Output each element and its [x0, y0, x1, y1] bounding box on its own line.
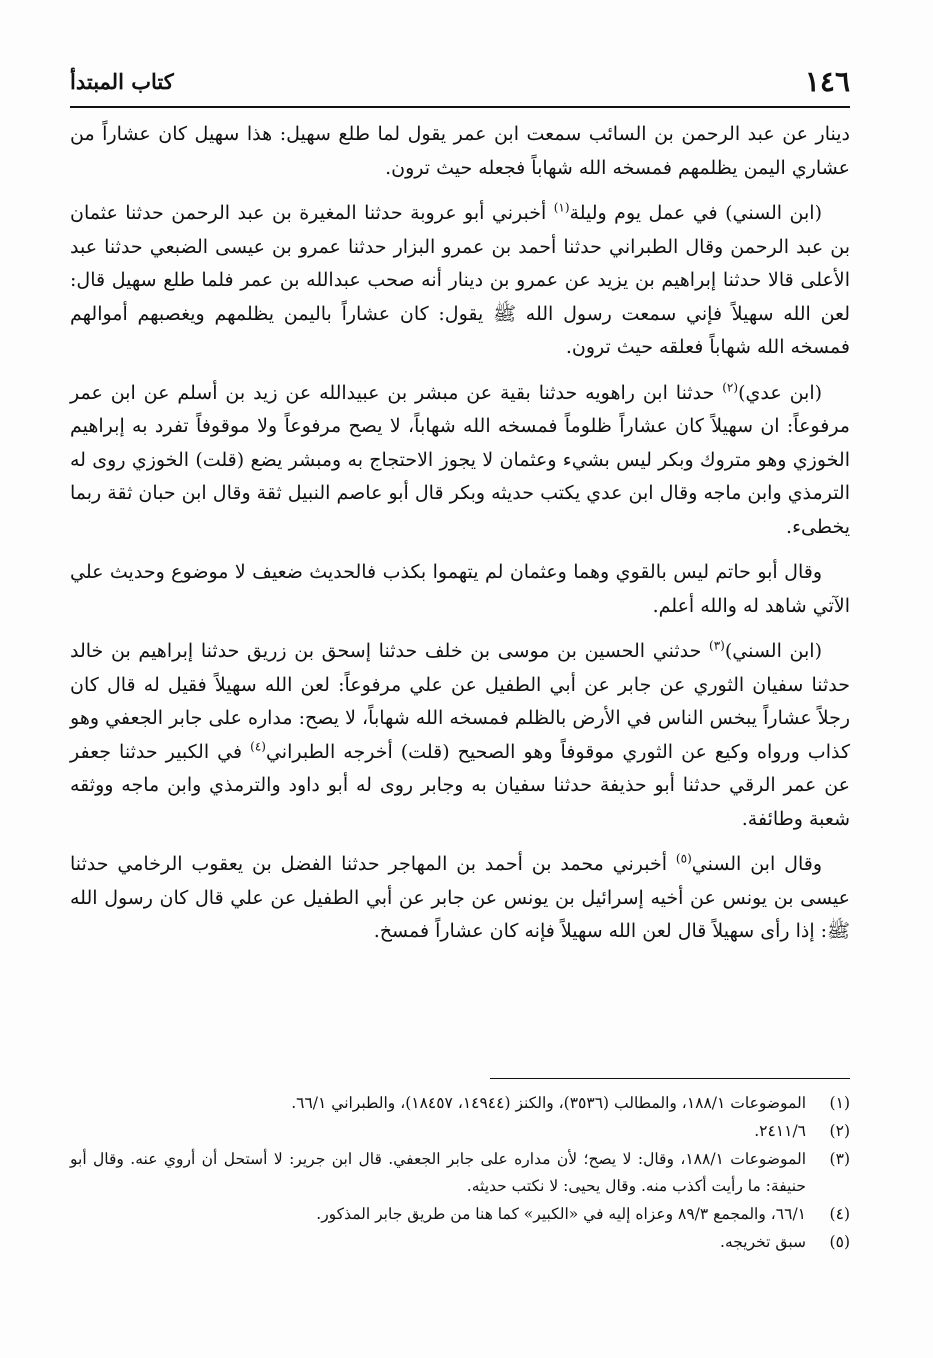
footnote-reference: (٢) [722, 380, 739, 395]
main-text [70, 118, 850, 961]
footnote-text: سبق تخريجه. [720, 1233, 806, 1251]
running-title: كتاب المبتدأ [70, 69, 174, 94]
footnote-text: الموضوعات ١٨٨/١، وقال: لا يصح؛ لأن مداره على جابر الجعفي. قال ابن جرير: لا أستحل أن أروي عنه. وقال أبو حنيفة: ما رأيت أكذب منه. وقال يحيى: لا نكتب حديثه. [70, 1150, 806, 1195]
paragraph-text: أخبرني محمد بن أحمد بن المهاجر حدثنا الفضل بن يعقوب الرخامي حدثنا عيسى بن يونس عن أخيه إسرائيل بن يونس عن جابر عن أبي الطفيل عن علي قال كان رسول الله ﷺ: إذا رأى سهيلاً قال لعن الله سهيلاً فإنه كان عشاراً فمسخ. [70, 853, 850, 942]
paragraph-text: دينار عن عبد الرحمن بن السائب سمعت ابن عمر يقول لما طلع سهيل: هذا سهيل كان عشاراً من عشاري اليمن يظلمهم فمسخه الله شهاباً فجعله حيث ترون. [70, 123, 850, 179]
footnote-number: (٢) [829, 1122, 850, 1140]
paragraph-text: أخبرني أبو عروبة حدثنا المغيرة بن عبد الرحمن حدثنا عثمان بن عبد الرحمن وقال الطبراني حدثنا أحمد بن عمرو البزار حدثنا عمرو بن عيسى الضبعي حدثنا عبد الأعلى قالا حدثنا إبراهيم بن يزيد عن عمرو بن دينار أنه صحب عبدالله بن عمر فلما طلع سهيل قال: لعن الله سهيلاً فإني سمعت رسول الله ﷺ يقول: كان عشاراً باليمن يظلمهم ويغصبهم أموالهم فمسخه الله شهاباً فعلقه حيث ترون. [70, 202, 850, 358]
paragraph-text: في الكبير حدثنا جعفر عن عمر الرقي حدثنا أبو حذيفة حدثنا سفيان به وجابر روى له أبو داود والترمذي وابن ماجه ووثقه شعبة وطائفة. [70, 740, 850, 830]
footnote [70, 1201, 850, 1228]
footnote-reference: (٤) [250, 739, 266, 754]
footnote-reference: (١) [553, 200, 570, 215]
paragraph-lead: (ابن السني) في عمل يوم وليلة [569, 202, 822, 224]
paragraph [70, 635, 850, 836]
paragraph [70, 556, 850, 623]
paragraph [70, 197, 850, 365]
footnote-text: ٦٦/١، والمجمع ٨٩/٣ وعزاه إليه في «الكبير» كما هنا من طريق جابر المذكور. [316, 1205, 806, 1223]
footnote-number: (١) [829, 1094, 850, 1112]
paragraph-lead: (ابن السني) [724, 640, 822, 662]
header-divider [70, 106, 850, 108]
footnote-number: (٥) [829, 1233, 850, 1251]
page-number: ١٤٦ [804, 65, 850, 98]
footnotes [70, 1090, 850, 1257]
paragraph [70, 848, 850, 949]
paragraph-lead: (ابن عدي) [738, 381, 823, 404]
paragraph-text: وقال أبو حاتم ليس بالقوي وهما وعثمان لم يتهموا بكذب فالحديث ضعيف لا موضوع وحديث علي الآتي شاهد له والله أعلم. [70, 561, 850, 617]
footnote [70, 1090, 850, 1117]
footnote-text: ٢٤١١/٦. [754, 1122, 806, 1140]
footnote-reference: (٥) [675, 851, 692, 866]
paragraph [70, 118, 850, 185]
paragraph-text: حدثنا ابن راهويه حدثنا بقية عن مبشر بن عبيدالله عن زيد بن أسلم عن ابن عمر مرفوعاً: ان سهيلاً كان عشاراً ظلوماً فمسخه الله شهاباً، لا يصح مرفوعاً ولا موقوفاً تفرد به إبراهيم الخوزي وهو متروك وبكر ليس بشيء وعثمان لا يجوز الاحتجاج به ومبشر يضع (قلت) الخوزي روى له الترمذي وابن ماجه وقال ابن عدي يكتب حديثه وبكر قال أبو عاصم النبيل ثقة وقال ابن حبان ثقة ربما يخطىء. [70, 381, 850, 538]
footnote [70, 1146, 850, 1200]
footnote-number: (٤) [829, 1205, 850, 1223]
paragraph-lead: وقال ابن السني [691, 853, 822, 875]
footnote-number: (٣) [829, 1150, 850, 1168]
paragraph [70, 377, 850, 545]
footnote-text: الموضوعات ١٨٨/١، والمطالب (٣٥٣٦)، والكنز (١٤٩٤٤، ١٨٤٥٧)، والطبراني ٦٦/١. [291, 1094, 806, 1112]
footnote-reference: (٣) [709, 638, 725, 653]
footnote [70, 1118, 850, 1145]
footnote-divider [490, 1078, 850, 1079]
paragraph-text: حدثني الحسين بن موسى بن خلف حدثنا إسحق بن زريق حدثنا إبراهيم بن خالد حدثنا سفيان الثوري عن جابر عن أبي الطفيل عن علي مرفوعاً: لعن الله سهيلاً فقيل له قال كان رجلاً عشاراً يبخس الناس في الأرض بالظلم فمسخه الله شهاباً، لا يصح: مداره على جابر الجعفي وهو كذاب ورواه وكيع عن الثوري موقوفاً وهو الصحيح (قلت) أخرجه الطبراني [70, 640, 850, 763]
footnote [70, 1229, 850, 1256]
page-header [70, 62, 850, 102]
